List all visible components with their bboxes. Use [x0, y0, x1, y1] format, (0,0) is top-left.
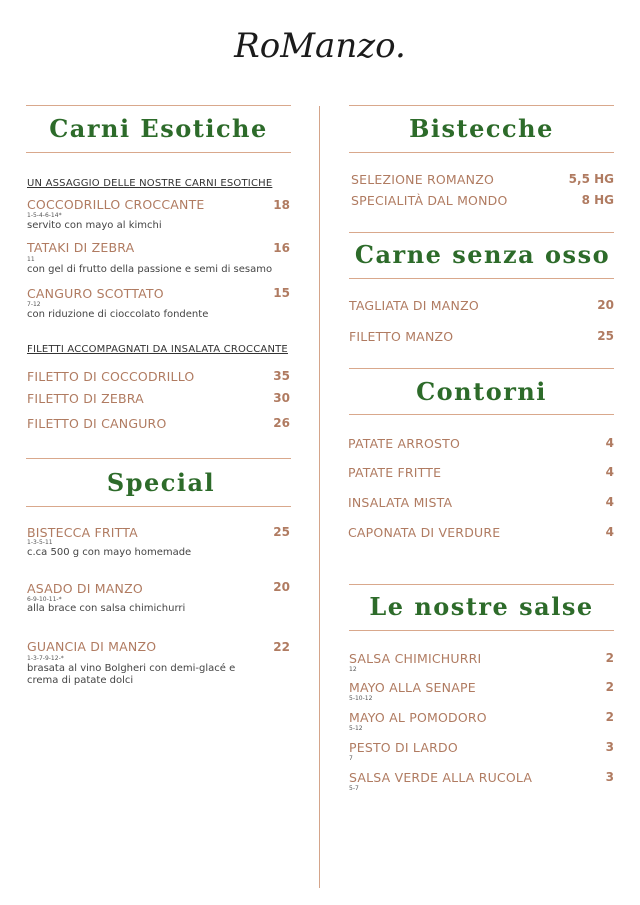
item-allergens: 5-10-12	[349, 695, 373, 702]
item-name: SALSA CHIMICHURRI	[349, 651, 482, 666]
column-divider	[319, 106, 320, 888]
divider	[349, 232, 614, 233]
section-title-carne-senza-osso: Carne senza osso	[354, 240, 611, 269]
item-allergens: 5-7	[349, 785, 359, 792]
item-price: 20	[597, 298, 614, 312]
item-price: 4	[605, 495, 614, 509]
item-price: 15	[273, 286, 290, 300]
item-description: brasata al vino Bolgheri con demi-glacé e crema di patate dolci	[27, 663, 236, 686]
item-price: 8 HG	[581, 193, 614, 207]
item-price: 2	[605, 651, 614, 665]
item-name: FILETTO MANZO	[349, 329, 454, 344]
item-name: FILETTO DI CANGURO	[27, 416, 167, 431]
item-name: PESTO DI LARDO	[349, 740, 458, 755]
item-allergens: 7	[349, 755, 353, 762]
divider	[26, 152, 291, 153]
item-price: 30	[273, 391, 290, 405]
item-name: FILETTO DI ZEBRA	[27, 391, 144, 406]
item-allergens: 7-12	[27, 301, 41, 308]
subhead-exotic-tasting: UN ASSAGGIO DELLE NOSTRE CARNI ESOTICHE	[27, 178, 273, 189]
item-allergens: 1-5-4-6-14*	[27, 212, 62, 219]
item-name: CAPONATA DI VERDURE	[348, 525, 501, 540]
item-name: BISTECCA FRITTA	[27, 525, 138, 540]
item-description: con gel di frutto della passione e semi di sesamo	[27, 264, 273, 275]
subhead-fillets: FILETTI ACCOMPAGNATI DA INSALATA CROCCANTE	[27, 344, 288, 355]
item-name: MAYO AL POMODORO	[349, 710, 487, 725]
item-price: 16	[273, 241, 290, 255]
divider	[349, 105, 614, 106]
item-price: 2	[605, 680, 614, 694]
divider	[349, 152, 614, 153]
item-name: GUANCIA DI MANZO	[27, 639, 157, 654]
item-price: 22	[273, 640, 290, 654]
item-name: TATAKI DI ZEBRA	[27, 240, 135, 255]
divider	[349, 584, 614, 585]
divider	[349, 278, 614, 279]
item-price: 4	[605, 436, 614, 450]
section-title-bistecche: Bistecche	[409, 114, 554, 143]
item-allergens: 5-12	[349, 725, 363, 732]
item-description: con riduzione di cioccolato fondente	[27, 309, 209, 320]
section-title-special: Special	[106, 468, 216, 497]
item-allergens: 12	[349, 666, 357, 673]
item-name: INSALATA MISTA	[348, 495, 453, 510]
item-price: 3	[605, 770, 614, 784]
section-title-carni-esotiche: Carni Esotiche	[49, 114, 268, 143]
item-description: alla brace con salsa chimichurri	[27, 603, 186, 614]
item-price: 4	[605, 465, 614, 479]
item-name: COCCODRILLO CROCCANTE	[27, 197, 205, 212]
item-price: 4	[605, 525, 614, 539]
divider	[26, 458, 291, 459]
divider	[349, 414, 614, 415]
item-name: TAGLIATA DI MANZO	[349, 298, 479, 313]
item-allergens: 6-9-10-11-*	[27, 596, 62, 603]
item-description: servito con mayo al kimchi	[27, 220, 162, 231]
item-price: 3	[605, 740, 614, 754]
item-name: PATATE FRITTE	[348, 465, 442, 480]
item-price: 25	[597, 329, 614, 343]
item-price: 35	[273, 369, 290, 383]
item-name: SELEZIONE ROMANZO	[351, 172, 495, 187]
item-price: 5,5 HG	[568, 172, 614, 186]
item-name: PATATE ARROSTO	[348, 436, 461, 451]
divider	[349, 368, 614, 369]
item-price: 26	[273, 416, 290, 430]
section-title-contorni: Contorni	[416, 377, 547, 406]
section-title-salse: Le nostre salse	[369, 592, 594, 621]
item-price: 20	[273, 580, 290, 594]
item-name: SALSA VERDE ALLA RUCOLA	[349, 770, 533, 785]
item-name: ASADO DI MANZO	[27, 581, 143, 596]
item-allergens: 11	[27, 256, 35, 263]
item-price: 25	[273, 525, 290, 539]
divider	[26, 105, 291, 106]
item-allergens: 1-3-5-11	[27, 539, 53, 546]
restaurant-logo: RoManzo.	[234, 26, 406, 66]
item-price: 2	[605, 710, 614, 724]
divider	[26, 506, 291, 507]
item-name: MAYO ALLA SENAPE	[349, 680, 476, 695]
divider	[349, 630, 614, 631]
item-name: FILETTO DI COCCODRILLO	[27, 369, 195, 384]
item-description: c.ca 500 g con mayo homemade	[27, 547, 192, 558]
item-price: 18	[273, 198, 290, 212]
item-name: CANGURO SCOTTATO	[27, 286, 164, 301]
item-name: SPECIALITÀ DAL MONDO	[351, 193, 508, 208]
item-allergens: 1-3-7-9-12-*	[27, 655, 64, 662]
